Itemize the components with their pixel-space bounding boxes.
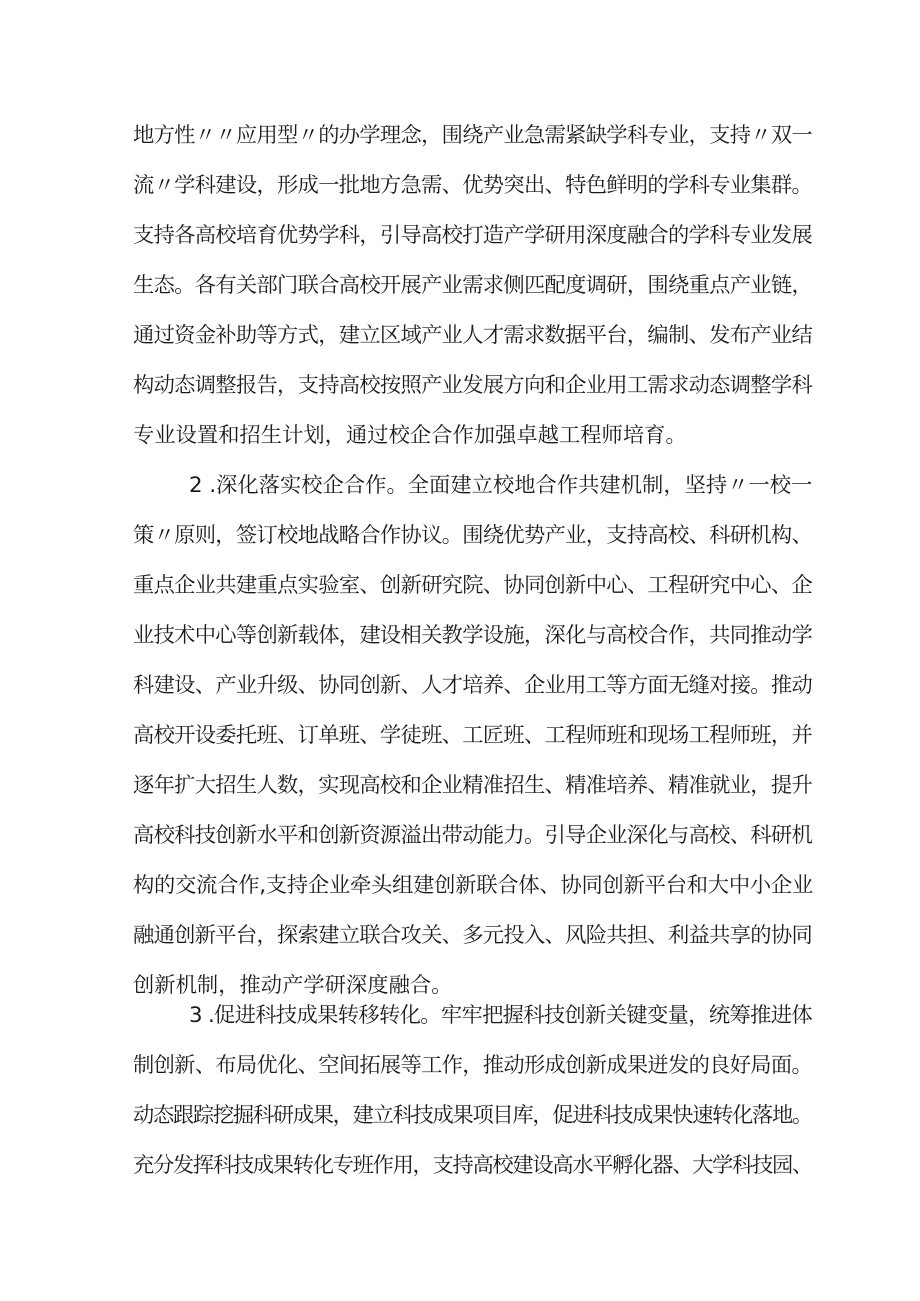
text-line: 生态。各有关部门联合高校开展产业需求侧匹配度调研，围绕重点产业链， bbox=[133, 273, 813, 298]
text-line: 专业设置和招生计划，通过校企合作加强卓越工程师培育。 bbox=[133, 423, 687, 448]
section-heading-line: 2 .深化落实校企合作。全面建立校地合作共建机制，坚持〃一校一 bbox=[189, 473, 813, 498]
text-line: 制创新、布局优化、空间拓展等工作，推动形成创新成果迸发的良好局面。 bbox=[133, 1053, 813, 1078]
text-line: 充分发挥科技成果转化专班作用，支持高校建设高水平孵化器、大学科技园、 bbox=[133, 1153, 812, 1178]
text-line: 流〃学科建设，形成一批地方急需、优势突出、特色鲜明的学科专业集群。 bbox=[133, 173, 813, 198]
text-line: 高校开设委托班、订单班、学徒班、工匠班、工程师班和现场工程师班，并 bbox=[133, 723, 813, 748]
text-line: 动态跟踪挖掘科研成果，建立科技成果项目库，促进科技成果快速转化落地。 bbox=[133, 1103, 812, 1128]
text-line: 构动态调整报告，支持高校按照产业发展方向和企业用工需求动态调整学科 bbox=[133, 373, 813, 398]
text-line: 融通创新平台，探索建立联合攻关、多元投入、风险共担、利益共享的协同 bbox=[133, 923, 813, 948]
text-line: 高校科技创新水平和创新资源溢出带动能力。引导企业深化与高校、科研机 bbox=[133, 823, 813, 848]
paragraph-discipline-development bbox=[133, 111, 813, 461]
paragraph-tech-transfer bbox=[133, 991, 813, 1191]
section-heading-line: 3 .促进科技成果转移转化。牢牢把握科技创新关键变量，统筹推进体 bbox=[189, 1003, 812, 1028]
text-line: 支持各高校培育优势学科，引导高校打造产学研用深度融合的学科专业发展 bbox=[133, 223, 813, 248]
text-line: 重点企业共建重点实验室、创新研究院、协同创新中心、工程研究中心、企 bbox=[133, 573, 813, 598]
text-line: 通过资金补助等方式，建立区域产业人才需求数据平台，编制、发布产业结 bbox=[133, 323, 813, 348]
paragraph-school-enterprise-cooperation bbox=[133, 461, 813, 1011]
text-line: 构的交流合作,支持企业牵头组建创新联合体、协同创新平台和大中小企业 bbox=[133, 873, 814, 898]
text-line: 地方性〃〃应用型〃的办学理念，围绕产业急需紧缺学科专业，支持〃双一 bbox=[133, 123, 813, 148]
text-line: 创新机制，推动产学研深度融合。 bbox=[133, 973, 453, 998]
text-line: 科建设、产业升级、协同创新、人才培养、企业用工等方面无缝对接。推动 bbox=[133, 673, 813, 698]
text-line: 业技术中心等创新载体，建设相关教学设施，深化与高校合作，共同推动学 bbox=[133, 623, 813, 648]
text-line: 逐年扩大招生人数，实现高校和企业精准招生、精准培养、精准就业，提升 bbox=[133, 773, 813, 798]
text-line: 策〃原则，签订校地战略合作协议。围绕优势产业，支持高校、科研机构、 bbox=[133, 523, 813, 548]
